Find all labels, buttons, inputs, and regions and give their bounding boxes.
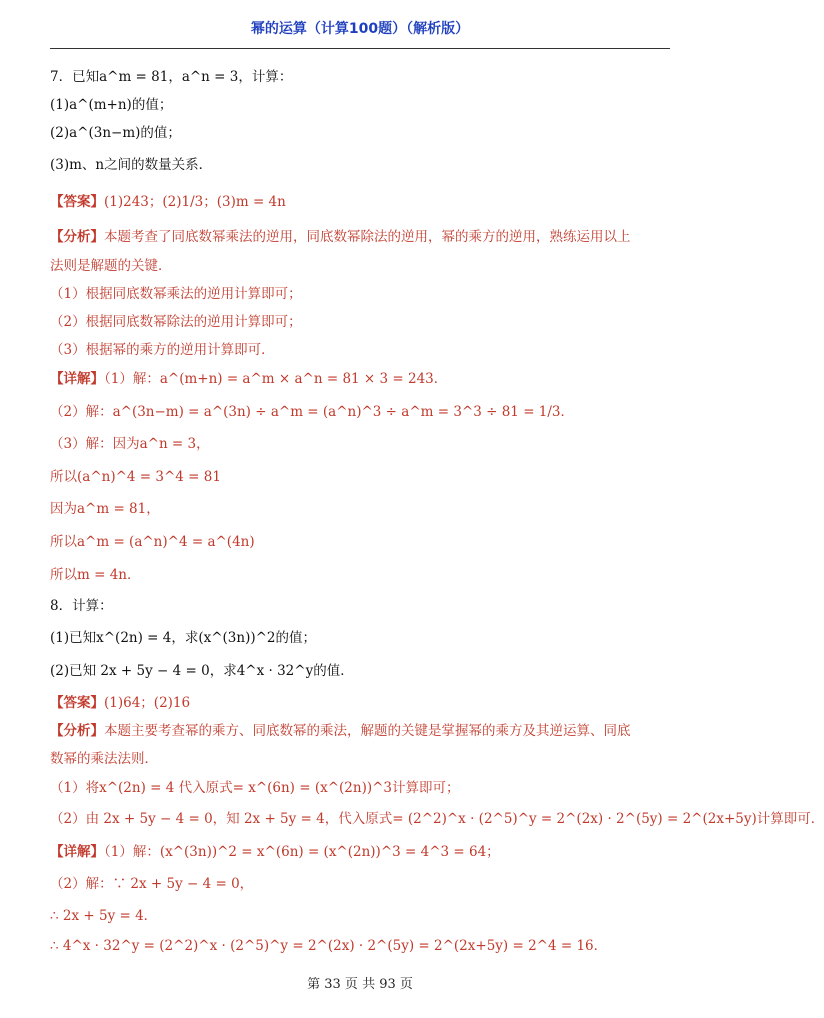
section-tag: 【详解】: [50, 844, 104, 860]
text-line: ∴ 4^x · 32^y = (2^2)^x · (2^5)^y = 2^(2x) · 2^(5y) = 2^(2x+5y) = 2^4 = 16．: [50, 938, 608, 954]
section-tag: 【答案】: [50, 194, 104, 210]
section-tag: 【分析】: [50, 723, 104, 739]
text-line: （3）根据幂的乘方的逆用计算即可．: [50, 342, 275, 358]
text-line: 【答案】(1)64；(2)16: [50, 695, 191, 711]
text-line: （1）将x^(2n) = 4 代入原式= x^(6n) = (x^(2n))^3计算即可；: [50, 780, 460, 796]
text-line: ∴ 2x + 5y = 4．: [50, 908, 158, 924]
text-line: 【详解】（1）解：a^(m+n) = a^m × a^n = 81 × 3 = 243．: [50, 371, 448, 387]
text-line: 【详解】（1）解：(x^(3n))^2 = x^(6n) = (x^(2n))^3 = 4^3 = 64；: [50, 844, 500, 860]
text-line: (1)a^(m+n)的值；: [50, 97, 173, 113]
text-line: （2）根据同底数幂除法的逆用计算即可；: [50, 314, 302, 330]
text-line: (3)m、n之间的数量关系．: [50, 157, 213, 173]
text-line: 7．已知a^m = 81，a^n = 3，计算：: [50, 69, 293, 85]
section-tag: 【分析】: [50, 229, 104, 245]
text-line: (1)已知x^(2n) = 4，求(x^(3n))^2的值；: [50, 630, 317, 646]
text-line: (2)已知 2x + 5y − 4 = 0，求4^x · 32^y的值．: [50, 663, 354, 679]
text-line: 【分析】本题主要考查幂的乘方、同底数幂的乘法，解题的关键是掌握幂的乘方及其逆运算、同底: [50, 723, 631, 739]
page-number: 第 33 页 共 93 页: [307, 977, 413, 992]
text-line: 8．计算：: [50, 598, 113, 614]
section-tag: 【详解】: [50, 371, 104, 387]
text-line: 法则是解题的关键．: [50, 258, 172, 274]
text-line: 因为a^m = 81，: [50, 501, 160, 517]
text-line: 所以m = 4n．: [50, 567, 141, 583]
text-line: （3）解：因为a^n = 3，: [50, 436, 210, 452]
text-line: 数幂的乘法法则．: [50, 751, 158, 767]
section-tag: 【答案】: [50, 695, 104, 711]
page-header: [50, 0, 670, 49]
text-line: （2）解：∵ 2x + 5y − 4 = 0，: [50, 876, 254, 892]
text-line: 所以(a^n)^4 = 3^4 = 81: [50, 469, 221, 485]
text-line: （1）根据同底数幂乘法的逆用计算即可；: [50, 286, 302, 302]
text-line: 所以a^m = (a^n)^4 = a^(4n): [50, 534, 255, 550]
text-line: 【分析】本题考查了同底数幂乘法的逆用，同底数幂除法的逆用，幂的乘方的逆用，熟练运用以上: [50, 229, 631, 245]
text-line: （2）由 2x + 5y − 4 = 0，知 2x + 5y = 4，代入原式= (2^2)^x · (2^5)^y = 2^(2x) · 2^(5y) = 2^(2x+5y)计算即可．: [50, 811, 824, 827]
text-line: (2)a^(3n−m)的值；: [50, 125, 181, 141]
text-line: （2）解：a^(3n−m) = a^(3n) ÷ a^m = (a^n)^3 ÷ a^m = 3^3 ÷ 81 = 1/3．: [50, 404, 575, 420]
document-title: 幂的运算（计算100题）（解析版）: [250, 21, 470, 37]
text-line: 【答案】(1)243；(2)1/3；(3)m = 4n: [50, 194, 286, 210]
